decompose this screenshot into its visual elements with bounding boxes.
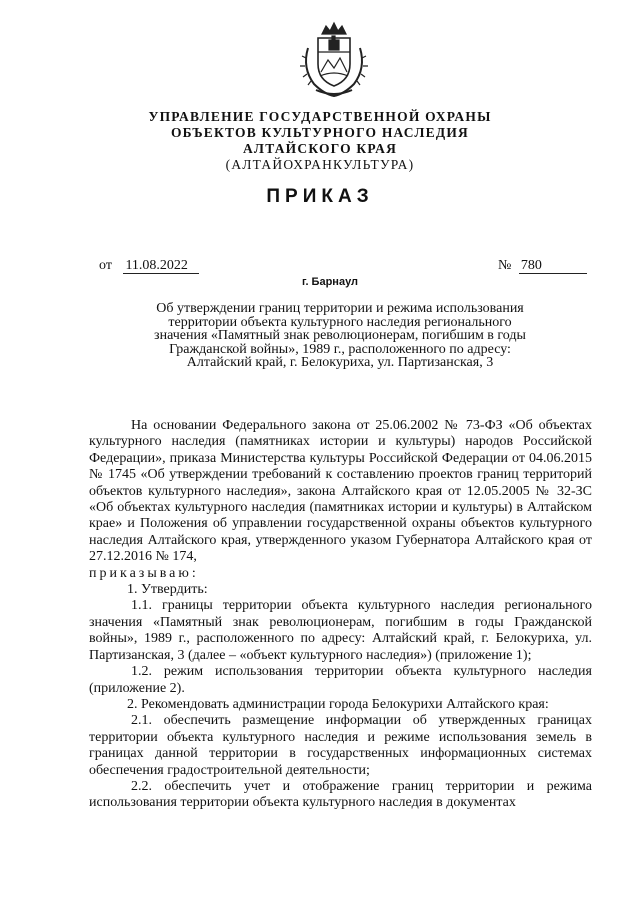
item-2-2: 2.2. обеспечить учет и отображение границ территории и режима использования территории объекта культурного наследия в документах bbox=[89, 778, 592, 811]
item-1: 1. Утвердить: bbox=[127, 582, 208, 598]
document-subject bbox=[130, 302, 550, 370]
subject-line: территории объекта культурного наследия регионального bbox=[168, 314, 512, 330]
item-1-1: 1.1. границы территории объекта культурного наследия регионального значения «Памятный знак революционерам, погибшим в годы Гражданской войны», 1989 г., расположенного по адресу: Алтайский край, г. Белокуриха, ул. Партизанская, 3 (далее – «объект культурного наследия») (приложение 1); bbox=[89, 598, 592, 663]
date-row bbox=[99, 258, 199, 274]
preamble-paragraph: На основании Федерального закона от 25.06.2002 № 73-ФЗ «Об объектах культурного наследия (памятниках истории и культуры) народов Российской Федерации», приказа Министерства культуры Российской Федерации от 04.06.2015 № 1745 «Об утверждении требований к составлению проектов границ территорий объектов культурного наследия», закона Алтайского края от 12.05.2005 № 32-ЗС «Об объектах культурного наследия (памятниках истории и культуры) в Алтайском крае» и Положения об управлении государственной охраны объектов культурного наследия Алтайского края, утвержденного указом Губернатора Алтайского края от 27.12.2016 № 174, bbox=[89, 418, 592, 565]
coat-of-arms-emblem bbox=[296, 18, 372, 98]
document-body bbox=[89, 418, 592, 812]
org-name-line2: ОБЪЕКТОВ КУЛЬТУРНОГО НАСЛЕДИЯ bbox=[170, 125, 470, 140]
date-prefix: от bbox=[99, 258, 112, 273]
org-abbreviation: (АЛТАЙОХРАНКУЛЬТУРА) bbox=[225, 157, 415, 172]
org-name-line3: АЛТАЙСКОГО КРАЯ bbox=[242, 141, 398, 156]
document-date: 11.08.2022 bbox=[123, 259, 199, 274]
item-2: 2. Рекомендовать администрации города Белокурихи Алтайского края: bbox=[127, 696, 549, 712]
item-1-2: 1.2. режим использования территории объекта культурного наследия (приложение 2). bbox=[89, 664, 592, 696]
organization-header bbox=[0, 109, 640, 173]
number-prefix: № bbox=[498, 258, 512, 273]
subject-line: Алтайский край, г. Белокуриха, ул. Партизанская, 3 bbox=[186, 355, 494, 370]
org-name-line1: УПРАВЛЕНИЕ ГОСУДАРСТВЕННОЙ ОХРАНЫ bbox=[148, 109, 492, 124]
city: г. Барнаул bbox=[301, 276, 359, 288]
item-2-1: 2.1. обеспечить размещение информации об утвержденных границах территории объекта культурного наследия и режиме использования земель в границах данной территории в государственных информационных системах обеспечения градостроительной деятельности; bbox=[89, 713, 592, 778]
document-title: ПРИКАЗ bbox=[266, 186, 374, 207]
subject-line: Гражданской войны», 1989 г., расположенного по адресу: bbox=[169, 341, 511, 357]
order-word: приказываю: bbox=[89, 565, 199, 581]
number-row bbox=[498, 258, 587, 274]
subject-line: значения «Памятный знак революционерам, погибшим в годы bbox=[154, 328, 526, 343]
subject-line: Об утверждении границ территории и режима использования bbox=[156, 301, 524, 316]
document-number: 780 bbox=[519, 259, 587, 274]
